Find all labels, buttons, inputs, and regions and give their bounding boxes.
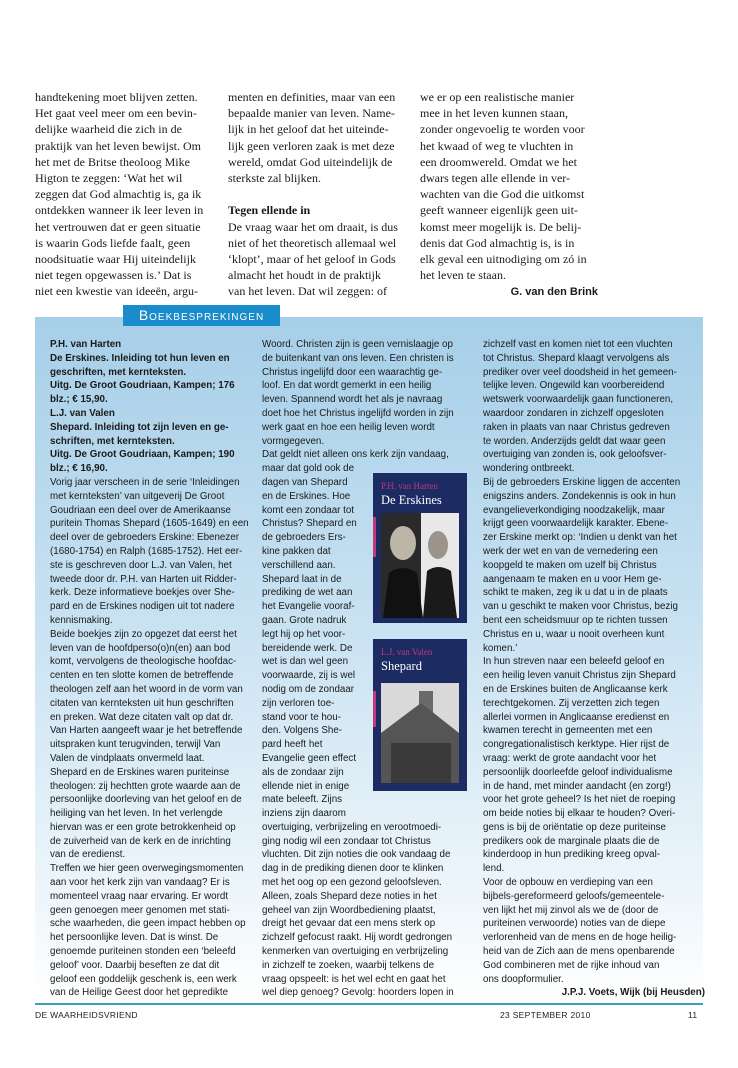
text-line: geheel van zijn Woordbediening plaatst,: [262, 904, 436, 916]
text-line: nodig om de zondaar: [262, 683, 355, 695]
text-line: wel diep genoeg? Gevolg: hoorders lopen in: [262, 987, 454, 999]
text-line: congregationalistisch kerktype. Hier rijst de: [483, 739, 670, 751]
text-line: prediker over veel doodsheid in het gemeen-: [483, 366, 677, 378]
text-line: sche waarheden, die geen impact hebben op: [50, 918, 246, 930]
text-line: wondering ontbreekt.: [483, 463, 575, 475]
text-line: blz.; € 16,90.: [50, 463, 108, 475]
text-line: elk geval een uitnodiging om zó in: [420, 252, 587, 267]
text-line: ven lijkt het mij zinvol als we de (door de: [483, 904, 659, 916]
text-line: mate beleeft. Zijns: [262, 794, 343, 806]
book-cover-erskines: [373, 473, 467, 623]
text-line: ging nodig wil een zondaar tot Christus: [262, 835, 431, 847]
text-line: ons doopformulier.: [483, 973, 564, 985]
text-line: voor het grote geheel? Is het niet de roeping: [483, 794, 676, 806]
text-line: puriteinen verwoorde) noties van de diepe: [483, 918, 666, 930]
text-line: wachten van die God die uitkomst: [420, 187, 585, 202]
text-line: deel over de gebroeders Erskine: Ebenezer: [50, 532, 239, 544]
text-line: zichzelf gefocust raakt. Hij wordt gedrongen: [262, 932, 453, 944]
text-line: het leven te staan.: [420, 268, 506, 283]
text-line: heid van de Zich aan de mens openbarende: [483, 946, 675, 958]
article-author: G. van den Brink: [510, 286, 598, 299]
text-line: leven. Spannend wordt het als je navraag: [262, 394, 443, 406]
text-line: kenmerken van overtuiging en verbrijzeling: [262, 946, 449, 958]
text-line: De Erskines. Inleiding tot hun leven en: [50, 352, 230, 364]
text-line: dreigt het gevaar dat een mens sterk op: [262, 918, 436, 930]
text-line: Higton te zeggen: ‘Wat het wil: [35, 171, 183, 186]
text-line: vormgegeven.: [262, 435, 325, 447]
text-line: zijn verloren toe-: [262, 697, 335, 709]
footer-rule: [35, 1003, 703, 1005]
text-line: schikt te maken, zeg ik u dat u in de plaats: [483, 587, 668, 599]
text-line: centen en ten slotte komen de betreffende: [50, 670, 234, 682]
text-line: tweede door dr. P.H. van Harten uit Ridder-: [50, 573, 237, 585]
text-line: uitspraken kunt terugvinden, terwijl Van: [50, 739, 221, 751]
text-line: dag in de prediking dienen door te klinken: [262, 863, 444, 875]
text-line: niet tegen opgewassen is.’ Dat is: [35, 268, 192, 283]
text-line: kinderdoop in hun prediking kreeg opval-: [483, 849, 661, 861]
text-line: prediking de wet aan: [262, 587, 353, 599]
reviewer-name: J.P.J. Voets, Wijk (bij Heusden): [561, 987, 705, 999]
text-line: van u geschikt te maken voor Christus, bezig: [483, 601, 678, 613]
text-line: vluchten. Dit zijn noties die ook vandaag de: [262, 849, 451, 861]
text-line: schriften, met kernteksten.: [50, 435, 175, 447]
text-line: Uitg. De Groot Goudriaan, Kampen; 176: [50, 380, 235, 392]
text-line: waardoor zondaren in zichzelf opgesloten: [483, 407, 664, 419]
text-line: persoonlijk doorleefde geloof individualisme: [483, 766, 673, 778]
text-line: wereld, omdat God uiteindelijk de: [228, 154, 393, 169]
text-line: De vraag waar het om draait, is dus: [228, 219, 398, 234]
text-line: ste is geschreven door L.J. van Valen, het: [50, 559, 232, 571]
text-line: zichzelf vast en komen niet tot een vluchten: [483, 339, 673, 350]
text-line: sterkste zal blijken.: [228, 171, 321, 186]
text-line: vraag opspeelt: is het wel echt en gaat het: [262, 973, 446, 985]
text-line: Het gaat veel meer om een bevin-: [35, 106, 197, 121]
text-line: God combineren met de rijke inhoud van: [483, 959, 660, 971]
text-line: In hun streven naar een beleefd geloof en: [483, 656, 665, 668]
text-line: het Evangelie vooraf-: [262, 601, 355, 613]
text-line: allerlei vormen in Anglicaanse eredienst en: [483, 711, 670, 723]
issue-date: 23 SEPTEMBER 2010: [500, 1010, 591, 1020]
article-column-1: [35, 89, 225, 300]
text-line: loof. En dat wordt gemerkt in een heilig: [262, 380, 432, 392]
text-line: in de hand, met minder aandacht (en zorg!): [483, 780, 671, 792]
text-line: den. Volgens She-: [262, 725, 343, 737]
article-paragraph: [420, 89, 610, 283]
text-line: geeft wanneer eigenlijk geen uit-: [420, 203, 578, 218]
text-line: het kwaad of weg te vluchten in: [420, 138, 574, 153]
text-line: kwamen terecht in gemeenten met een: [483, 725, 653, 737]
text-line: ‘klopt’, maar of het geloof in Gods: [228, 252, 396, 267]
article-paragraph: [228, 219, 418, 300]
text-line: gens is bij de oriëntatie op deze puriteinse: [483, 821, 666, 833]
text-line: menten en definities, maar van een: [228, 90, 396, 104]
text-line: aangenaam te maken en u voor Hem ge-: [483, 573, 662, 585]
book-details: [50, 338, 249, 476]
text-line: denis dat God almachtig is, is in: [420, 235, 575, 250]
text-line: genoemde puriteinen stonden een ‘beleefd: [50, 946, 236, 958]
text-line: geloof’ voor. Daarbij beseften ze dat dit: [50, 959, 220, 971]
text-line: telijke leven. Ongewild kan voorbereidend: [483, 380, 665, 392]
text-line: P.H. van Harten: [50, 339, 122, 350]
text-line: kerk. Deze informatieve boekjes over She-: [50, 587, 235, 599]
text-line: verlorenheid van de mens en de hoge heilig-: [483, 932, 677, 944]
text-line: komt een zondaar tot: [262, 504, 355, 516]
text-line: Valen de vindplaats onvermeld laat.: [50, 752, 205, 764]
text-line: vraag: werkt de grote aandacht voor het: [483, 752, 657, 764]
text-line: predikers ook de marginale plaats die de: [483, 835, 660, 847]
text-line: Van Harten aangeeft waar je het betreffende: [50, 725, 243, 737]
text-line: komst meer mogelijk is. De belij-: [420, 219, 582, 234]
text-line: werk gaat en hoe een heilig leven wordt: [262, 421, 435, 433]
text-line: een heilig leven vanuit Christus zijn Shepard: [483, 670, 676, 682]
text-line: enigszins anders. Zondekennis is ook in hun: [483, 490, 676, 502]
text-line: hiervan was er een grote betrokkenheid op: [50, 821, 236, 833]
text-line: van het leven. Dat wil zeggen: of: [228, 284, 387, 299]
text-line: het persoonlijke leven. Dat is winst. De: [50, 932, 219, 944]
text-line: om beide noties bij elkaar te houden? Overi-: [483, 808, 676, 820]
text-line: met het oog op een gezond geloofsleven.: [262, 877, 442, 889]
section-title: Boekbesprekingen: [123, 305, 280, 326]
text-line: zonder ongevoelig te worden voor: [420, 122, 585, 137]
text-line: inziens zijn daarom: [262, 808, 346, 820]
text-line: koopgeld te maken om uzelf bij Christus: [483, 559, 657, 571]
text-line: bereidende werk. De: [262, 642, 353, 654]
text-line: van de eredienst.: [50, 849, 126, 861]
article-column-3: [420, 89, 610, 301]
text-line: verschillend aan.: [262, 559, 336, 571]
text-line: aan voor het kerk zijn van vandaag? Er is: [50, 877, 230, 889]
text-line: overtuiging, verbrijzeling en verootmoedi-: [262, 821, 442, 833]
text-line: het met de Britse theoloog Mike: [35, 154, 190, 169]
book-cover-shepard: [373, 639, 467, 791]
text-line: wetswerk voorwaardelijk gaan functioneren,: [483, 394, 674, 406]
text-line: wet is dan wel geen: [262, 656, 349, 668]
text-line: leven van de hoofdperso(o)n(en) aan bod: [50, 642, 231, 654]
text-line: bepaalde manier van leven. Name-: [228, 106, 395, 121]
text-line: en preken. Wat deze citaten valt op dat dr.: [50, 711, 234, 723]
text-line: lend.: [483, 863, 505, 875]
text-line: Uitg. De Groot Goudriaan, Kampen; 190: [50, 449, 235, 461]
text-line: het vertrouwen dat er geen situatie: [35, 219, 201, 234]
text-line: Shepard en de Erskines waren puriteinse: [50, 766, 230, 778]
text-line: zer Erskine merkt op: ‘Indien u denkt van het: [483, 532, 677, 544]
text-line: momenteel vraag naar ervaring. Er wordt: [50, 890, 229, 902]
text-line: Shepard laat in de: [262, 573, 342, 585]
text-line: is waarin Gods liefde faalt, geen: [35, 235, 191, 250]
text-line: raken in plaats van naar Christus gedreven: [483, 421, 670, 433]
text-line: geen genoegen meer genomen met stati-: [50, 904, 230, 916]
publication-name: DE WAARHEIDSVRIEND: [35, 1010, 138, 1020]
text-line: Bij de gebroeders Erskine liggen de accenten: [483, 476, 681, 488]
text-line: theologen zelf aan het woord in de vorm van: [50, 683, 243, 695]
text-line: met kernteksten’ van uitgeverij De Groot: [50, 490, 225, 502]
text-line: een droomwereld. Omdat we het: [420, 154, 577, 169]
review-text: [50, 476, 249, 1000]
text-line: persoonlijke doorleving van het geloof en de: [50, 794, 242, 806]
text-line: handtekening moet blijven zetten.: [35, 90, 198, 104]
text-line: terechtgekomen. Zij verzetten zich tegen: [483, 697, 660, 709]
text-line: Christus ingelijfd door een waarachtig ge-: [262, 366, 443, 378]
text-line: niet een kwestie van ideeën, argu-: [35, 284, 199, 299]
text-line: stand voor te hou-: [262, 711, 341, 723]
text-line: lijk geen verloren zaak is met deze: [228, 138, 395, 153]
text-line: voorwaarde, zij is wel: [262, 670, 356, 682]
text-line: noodsituatie waar Hij uiteindelijk: [35, 252, 196, 267]
text-line: delijke waarheid die zich in de: [35, 122, 182, 137]
text-line: en de Erskines. Hoe: [262, 490, 351, 502]
cover-title: Shepard: [381, 659, 422, 673]
text-line: L.J. van Valen: [50, 407, 115, 419]
text-line: Woord. Christen zijn is geen vernislaagje op: [262, 339, 453, 350]
text-line: komt, vervolgens de theologische hoofdac-: [50, 656, 237, 668]
text-line: geloof een goddelijk geschenk is, een werk: [50, 973, 237, 985]
text-line: als de zondaar zijn: [262, 766, 344, 778]
text-line: Shepard. Inleiding tot zijn leven en ge-: [50, 421, 229, 433]
text-line: ontdekken wanneer ik leer leven in: [35, 203, 204, 218]
text-line: zeggen dat God almachtig is, ga ik: [35, 187, 202, 202]
text-line: krijgt geen voorwaardelijk karakter. Ebene-: [483, 518, 669, 530]
text-line: Christus en u, waar u nooit overheen kunt: [483, 628, 665, 640]
text-line: mee in het leven kunnen staan,: [420, 106, 568, 121]
text-line: dwars tegen alle ellende in ver-: [420, 171, 571, 186]
text-line: Voor de opbouw en verdieping van een: [483, 877, 653, 889]
text-line: en de Erskines buiten de Anglicaanse kerk: [483, 683, 668, 695]
text-line: tot Christus. Shepard klaagt vervolgens als: [483, 352, 670, 364]
text-line: van de Heilige Geest door het gepredikte: [50, 987, 229, 999]
text-line: blz.; € 15,90.: [50, 394, 108, 406]
text-line: lijk in het geloof dat het uiteinde-: [228, 122, 389, 137]
text-line: Treffen we hier geen overwegingsmomenten: [50, 863, 244, 875]
article-paragraph: [228, 89, 418, 186]
text-line: in zichzelf te zoeken, waarbij telkens de: [262, 959, 435, 971]
text-line: praktijk van het leven bewijst. Om: [35, 138, 201, 153]
text-line: de zuiverheid van de kerk en de inrichting: [50, 835, 231, 847]
text-line: geschriften, met kernteksten.: [50, 366, 187, 378]
text-line: Evangelie geen effect: [262, 752, 357, 764]
text-line: gaan. Grote nadruk: [262, 614, 347, 626]
text-line: heiliging van het leven. In het verlengde: [50, 808, 223, 820]
text-line: pard heeft het: [262, 739, 323, 751]
text-line: bijbels-gereformeerd geloofs/gemeentele-: [483, 890, 665, 902]
text-line: we er op een realistische manier: [420, 90, 575, 104]
text-line: evangelieverkondiging noodzakelijk, maar: [483, 504, 665, 516]
reviews-column-left: [50, 338, 249, 1000]
text-line: Christus? Shepard en: [262, 518, 357, 530]
review-text: [483, 338, 705, 986]
text-line: Vorig jaar verscheen in de serie ‘Inleidingen: [50, 476, 240, 488]
text-line: (1680-1754) en Ralph (1685-1752). Het eer-: [50, 545, 243, 557]
text-line: Alleen, zoals Shepard deze noties in het: [262, 890, 437, 902]
text-line: Dat geldt niet alleen ons kerk zijn vandaag,: [262, 449, 449, 461]
text-line: maar dat gold ook de: [262, 463, 355, 475]
text-line: te worden. Anderzijds geldt dat waar geen: [483, 435, 666, 447]
text-line: werk der wet en van de vernedering een: [483, 545, 658, 557]
cover-author: P.H. van Harten: [381, 481, 438, 491]
article-subheading: Tegen ellende in: [228, 203, 311, 218]
text-line: niet of het theoretisch allemaal wel: [228, 235, 397, 250]
text-line: puritein Thomas Shepard (1605-1649) en een: [50, 518, 249, 530]
text-line: dagen van Shepard: [262, 476, 348, 488]
text-line: ellende niet in enige: [262, 780, 350, 792]
text-line: de buitenkant van ons leven. Een christen is: [262, 352, 454, 364]
page-number: 11: [688, 1010, 698, 1020]
house-image: [381, 683, 459, 783]
text-line: bent een scheidsmuur op te richten tussen: [483, 614, 668, 626]
text-line: legt hij op het voor-: [262, 628, 346, 640]
text-line: kennismaking.: [50, 614, 113, 626]
cover-author: L.J. van Valen: [381, 647, 433, 657]
text-line: almacht het houdt in de praktijk: [228, 268, 381, 283]
text-line: kine pakken dat: [262, 545, 331, 557]
text-line: Beide boekjes zijn zo opgezet dat eerst het: [50, 628, 237, 640]
text-line: overtuiging van zonden is, ook geloofsver-: [483, 449, 667, 461]
text-line: citaten van kernteksten uit hun geschriften: [50, 697, 234, 709]
article-column-2: [228, 89, 418, 300]
text-line: doet hoe het Christus ingelijfd worden in zijn: [262, 407, 454, 419]
text-line: Goudriaan een deel over de Amerikaanse: [50, 504, 231, 516]
cover-title: De Erskines: [381, 493, 442, 507]
reviews-column-right: [483, 338, 705, 1000]
text-line: komen.’: [483, 642, 518, 654]
text-line: de gebroeders Ers-: [262, 532, 346, 544]
portrait-image: [381, 513, 459, 618]
text-line: pard en de Erskines nodigen uit tot nadere: [50, 601, 235, 613]
text-line: theologen: zij hechtten grote waarde aan de: [50, 780, 241, 792]
